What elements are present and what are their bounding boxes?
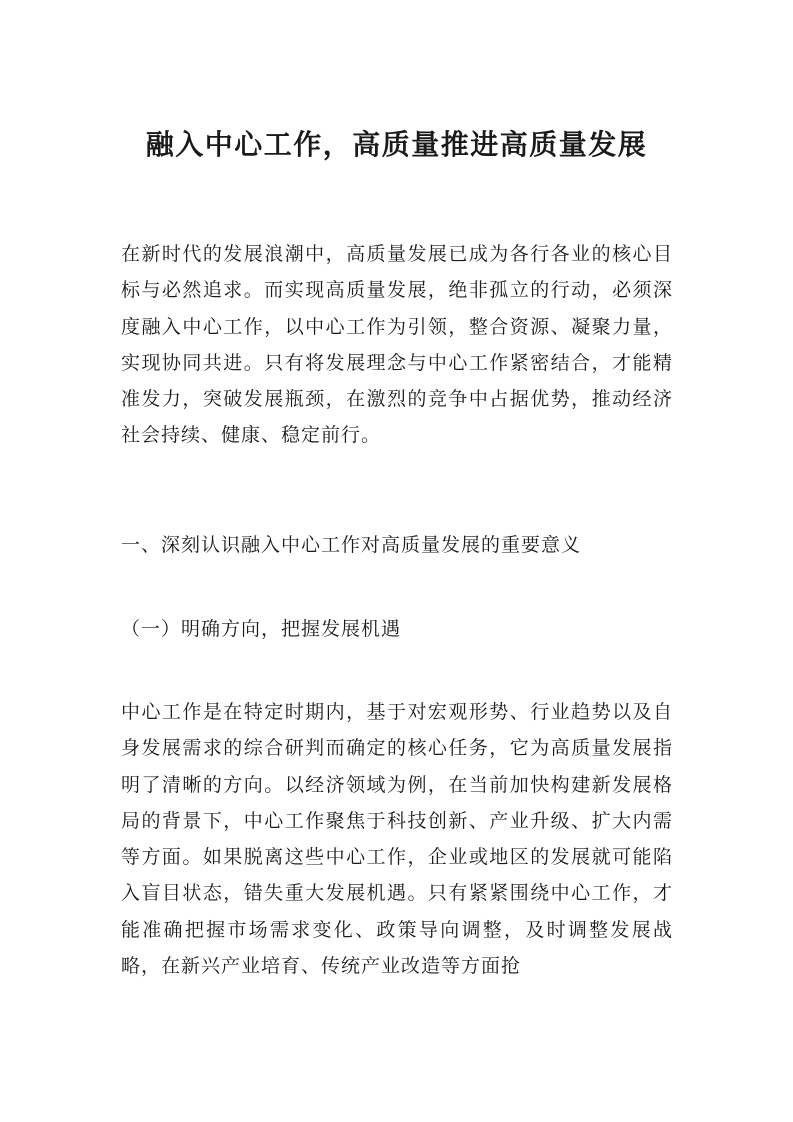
intro-paragraph: 在新时代的发展浪潮中，高质量发展已成为各行各业的核心目标与必然追求。而实现高质量发展，绝非孤立的行动，必须深度融入中心工作，以中心工作为引领，整合资源、凝聚力量，实现协同共进。只有将发展理念与中心工作紧密结合，才能精准发力，突破发展瓶颈，在激烈的竞争中占据优势，推动经济社会持续、健康、稳定前行。: [121, 243, 673, 447]
section-heading: 一、深刻认识融入中心工作对高质量发展的重要意义: [121, 534, 582, 556]
subsection-heading: （一）明确方向，把握发展机遇: [121, 618, 402, 640]
document-title: 融入中心工作，高质量推进高质量发展: [145, 128, 648, 161]
body-paragraph: 中心工作是在特定时期内，基于对宏观形势、行业趋势以及自身发展需求的综合研判而确定的核心任务，它为高质量发展指明了清晰的方向。以经济领域为例，在当前加快构建新发展格局的背景下，中心工作聚焦于科技创新、产业升级、扩大内需等方面。如果脱离这些中心工作，企业或地区的发展就可能陷入盲目状态，错失重大发展机遇。只有紧紧围绕中心工作，才能准确把握市场需求变化、政策导向调整，及时调整发展战略，在新兴产业培育、传统产业改造等方面抢: [121, 701, 673, 978]
